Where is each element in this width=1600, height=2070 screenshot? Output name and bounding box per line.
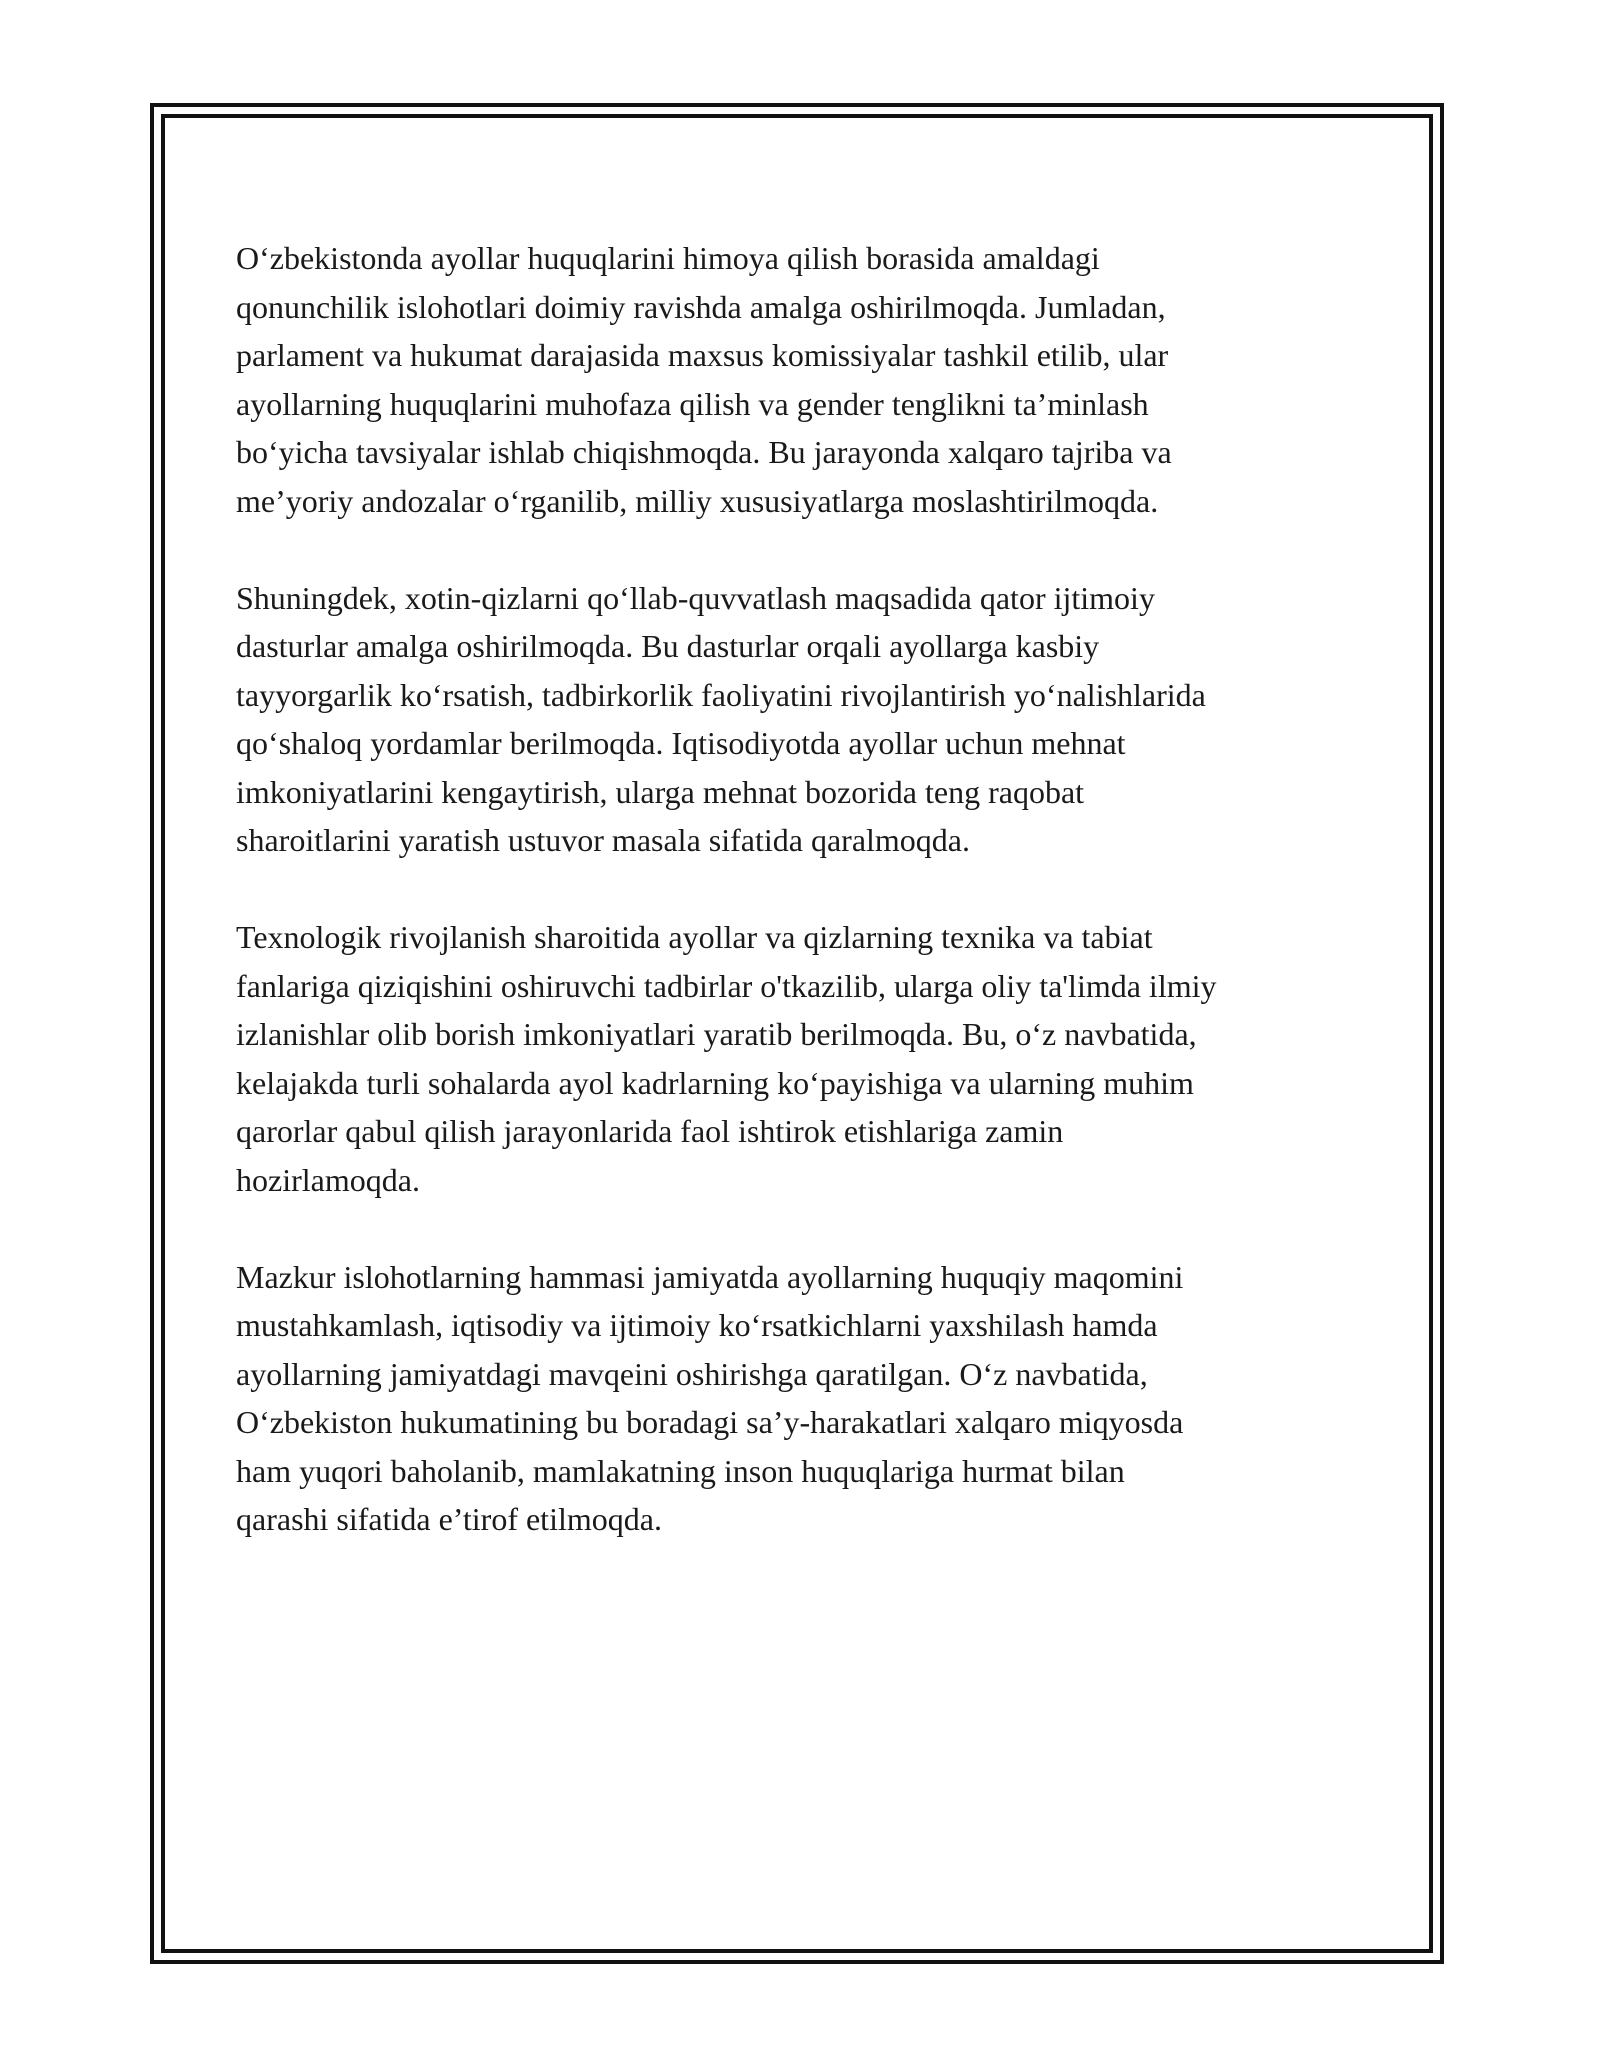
paragraph-3: Texnologik rivojlanish sharoitida ayollar va qizlarning texnika va tabiat fanlariga qiziqishini oshiruvchi tadbirlar o'tkazilib, ularga oliy ta'limda ilmiy izlanishlar olib borish imkoniyatlari yaratib berilmoqda. Bu, o‘z navbatida, kelajakda turli sohalarda ayol kadrlarning ko‘payishiga va ularning muhim qarorlar qabul qilish jarayonlarida faol ishtirok etishlariga zamin hozirlamoqda. xyxy=(236,919,1217,1198)
document-body xyxy=(236,234,1376,1592)
paragraph-2: Shuningdek, xotin-qizlarni qo‘llab-quvvatlash maqsadida qator ijtimoiy dasturlar amalga oshirilmoqda. Bu dasturlar orqali ayollarga kasbiy tayyorgarlik ko‘rsatish, tadbirkorlik faoliyatini rivojlantirish yo‘nalishlarida qo‘shaloq yordamlar berilmoqda. Iqtisodiyotda ayollar uchun mehnat imkoniyatlarini kengaytirish, ularga mehnat bozorida teng raqobat sharoitlarini yaratish ustuvor masala sifatida qaralmoqda. xyxy=(236,579,1206,858)
paragraph-4: Mazkur islohotlarning hammasi jamiyatda ayollarning huquqiy maqomini mustahkamlash, iqtisodiy va ijtimoiy ko‘rsatkichlarni yaxshilash hamda ayollarning jamiyatdagi mavqeini oshirishga qaratilgan. O‘z navbatida, O‘zbekiston hukumatining bu boradagi sa’y-harakatlari xalqaro miqyosda ham yuqori baholanib, mamlakatning inson huquqlariga hurmat bilan qarashi sifatida e’tirof etilmoqda. xyxy=(236,1258,1184,1537)
paragraph-1: O‘zbekistonda ayollar huquqlarini himoya qilish borasida amaldagi qonunchilik islohotlari doimiy ravishda amalga oshirilmoqda. Jumladan, parlament va hukumat darajasida maxsus komissiyalar tashkil etilib, ular ayollarning huquqlarini muhofaza qilish va gender tenglikni ta’minlash bo‘yicha tavsiyalar ishlab chiqishmoqda. Bu jarayonda xalqaro tajriba va me’yoriy andozalar o‘rganilib, milliy xususiyatlarga moslashtirilmoqda. xyxy=(236,240,1172,519)
